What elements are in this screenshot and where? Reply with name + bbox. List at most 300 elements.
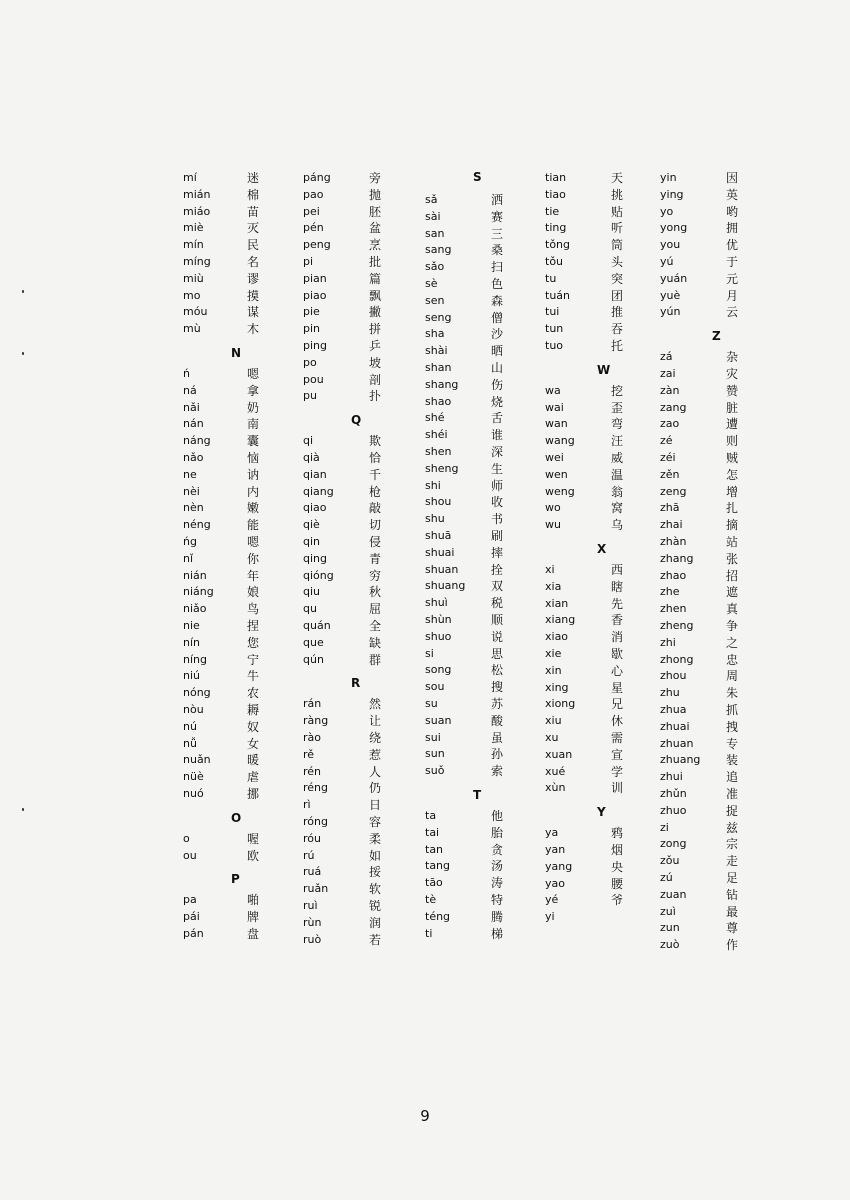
pinyin-syllable: ruì [303, 899, 318, 912]
example-character: 因 [726, 171, 739, 185]
pinyin-syllable: tan [425, 842, 444, 856]
pinyin-syllable: pán [183, 927, 204, 940]
example-character: 准 [726, 787, 739, 801]
scan-speck [22, 352, 24, 355]
example-character: 拽 [726, 719, 739, 734]
example-character: 特 [491, 893, 504, 907]
example-character: 灾 [726, 367, 739, 381]
pinyin-syllable: wan [545, 417, 568, 431]
example-character: 钻 [726, 887, 739, 902]
example-character: 翁 [611, 484, 624, 499]
pinyin-syllable: tǒu [545, 255, 564, 268]
example-character: 森 [491, 293, 504, 308]
example-character: 元 [726, 271, 739, 286]
example-character: 松 [491, 663, 504, 678]
pinyin-syllable: sha [425, 327, 445, 341]
section-letter-s: S [473, 170, 482, 184]
pinyin-syllable: shuan [425, 562, 459, 576]
example-character: 喔 [247, 831, 260, 846]
pinyin-syllable: wo [545, 501, 561, 515]
example-character: 于 [726, 255, 739, 269]
pinyin-syllable: pái [183, 910, 200, 924]
example-character: 囊 [247, 434, 260, 449]
example-character: 枪 [369, 484, 382, 499]
pinyin-syllable: niǎo [183, 602, 207, 616]
pinyin-syllable: sun [425, 747, 445, 761]
example-character: 收 [491, 495, 504, 510]
pinyin-syllable: zhui [660, 770, 683, 784]
pinyin-syllable: xiang [545, 613, 576, 627]
pinyin-syllable: ruǎn [303, 882, 329, 896]
example-character: 筒 [611, 238, 624, 253]
example-character: 宗 [726, 837, 739, 852]
pinyin-syllable: qin [303, 535, 321, 548]
pinyin-syllable: weng [545, 484, 575, 498]
pinyin-syllable: zheng [660, 619, 694, 632]
example-character: 专 [726, 736, 739, 751]
example-character: 抓 [726, 703, 739, 717]
pinyin-syllable: qún [303, 652, 324, 666]
example-character: 则 [726, 434, 739, 449]
example-character: 争 [726, 619, 739, 633]
example-character: 摸 [247, 288, 260, 303]
example-character: 兄 [611, 697, 624, 712]
example-character: 心 [611, 663, 624, 678]
pinyin-syllable: nǐ [183, 551, 194, 565]
pinyin-syllable: sài [425, 209, 441, 223]
example-character: 南 [247, 417, 260, 432]
example-character: 星 [611, 680, 624, 695]
example-character: 思 [491, 646, 504, 661]
pinyin-syllable: ruò [303, 932, 322, 946]
pinyin-syllable: ràng [303, 714, 329, 728]
example-character: 顺 [491, 613, 504, 627]
example-character: 烹 [369, 238, 382, 253]
pinyin-syllable: ping [303, 339, 327, 352]
example-character: 先 [611, 596, 624, 611]
pinyin-syllable: yú [660, 255, 674, 268]
pinyin-syllable: qi [303, 434, 314, 448]
example-character: 舌 [491, 411, 504, 426]
example-character: 月 [726, 288, 739, 303]
example-character: 三 [491, 226, 504, 241]
pinyin-syllable: sǎo [425, 260, 445, 274]
pinyin-syllable: qiang [303, 484, 334, 498]
example-character: 挼 [369, 865, 382, 880]
example-character: 杂 [726, 350, 739, 365]
example-character: 爷 [611, 893, 624, 908]
example-character: 忠 [726, 652, 739, 667]
pinyin-syllable: quán [303, 619, 331, 632]
pinyin-syllable: niú [183, 669, 200, 683]
section-letter-p: P [231, 872, 240, 887]
example-character: 梯 [491, 926, 504, 941]
pinyin-syllable: tuo [545, 339, 564, 352]
example-character: 剖 [369, 372, 382, 387]
example-character: 威 [611, 451, 624, 465]
pinyin-syllable: míng [183, 255, 211, 268]
pinyin-syllable: zěn [660, 467, 680, 481]
example-character: 怎 [726, 467, 739, 482]
example-character: 撇 [369, 305, 382, 320]
pinyin-syllable: róu [303, 831, 321, 845]
example-character: 僧 [491, 310, 504, 325]
pinyin-syllable: nán [183, 417, 204, 431]
pinyin-syllable: zàn [660, 383, 680, 397]
pinyin-syllable: zhuai [660, 719, 690, 733]
pinyin-syllable: mù [183, 322, 201, 336]
pinyin-syllable: su [425, 697, 438, 710]
section-letter-y: Y [597, 805, 606, 820]
example-character: 木 [247, 322, 260, 337]
example-character: 头 [611, 255, 624, 269]
example-character: 消 [611, 630, 624, 645]
pinyin-syllable: wa [545, 383, 561, 397]
example-character: 敲 [369, 501, 382, 516]
pinyin-syllable: shuo [425, 629, 452, 643]
example-character: 哟 [726, 204, 739, 219]
example-character: 扎 [726, 501, 739, 516]
pinyin-syllable: ya [545, 826, 559, 840]
example-character: 足 [726, 871, 739, 885]
pinyin-syllable: pa [183, 893, 197, 907]
example-character: 篇 [369, 271, 382, 286]
pinyin-syllable: rán [303, 697, 322, 711]
example-character: 山 [491, 361, 504, 375]
example-character: 瞎 [611, 579, 624, 594]
example-character: 腾 [491, 909, 504, 924]
pinyin-syllable: pei [303, 204, 320, 218]
example-character: 弯 [611, 417, 624, 432]
example-character: 棉 [247, 187, 260, 202]
section-letter-z: Z [712, 329, 721, 344]
example-character: 奶 [247, 400, 260, 415]
pinyin-syllable: nǚ [183, 736, 197, 750]
example-character: 牌 [247, 910, 260, 925]
pinyin-syllable: yin [660, 171, 677, 184]
example-character: 真 [726, 602, 739, 617]
pinyin-syllable: nuó [183, 787, 204, 800]
pinyin-syllable: rú [303, 848, 315, 862]
pinyin-syllable: zi [660, 820, 669, 834]
example-character: 挑 [611, 187, 624, 202]
example-character: 他 [491, 809, 504, 823]
example-character: 增 [726, 484, 739, 499]
pinyin-syllable: zeng [660, 484, 687, 498]
example-character: 窝 [611, 501, 624, 516]
pinyin-syllable: ńg [183, 535, 197, 548]
example-character: 挪 [247, 787, 260, 801]
pinyin-syllable: tie [545, 204, 560, 218]
pinyin-syllable: tang [425, 859, 451, 873]
pinyin-syllable: xiong [545, 697, 576, 711]
pinyin-syllable: rì [303, 798, 311, 812]
example-character: 英 [726, 187, 739, 202]
example-character: 你 [247, 551, 260, 566]
pinyin-syllable: shan [425, 361, 452, 374]
example-character: 苏 [491, 697, 504, 711]
example-character: 能 [247, 518, 260, 533]
pinyin-syllable: shuang [425, 579, 466, 593]
example-character: 绕 [369, 731, 382, 745]
example-character: 天 [611, 171, 624, 185]
pinyin-syllable: zuan [660, 887, 687, 901]
pinyin-syllable: qu [303, 602, 317, 616]
pinyin-syllable: níng [183, 652, 207, 666]
pinyin-syllable: qià [303, 451, 320, 464]
pinyin-syllable: yo [660, 204, 674, 218]
pinyin-syllable: shuā [425, 529, 452, 542]
example-character: 深 [491, 445, 504, 459]
example-character: 娘 [247, 585, 260, 600]
pinyin-syllable: tui [545, 305, 560, 319]
example-character: 牛 [247, 669, 260, 684]
pinyin-syllable: xu [545, 731, 559, 744]
pinyin-syllable: shài [425, 344, 448, 358]
pinyin-syllable: zhǔn [660, 787, 687, 800]
pinyin-syllable: que [303, 635, 324, 649]
pinyin-syllable: piao [303, 288, 327, 302]
section-letter-n: N [231, 346, 242, 360]
example-character: 女 [247, 736, 260, 751]
example-character: 宣 [611, 747, 624, 762]
pinyin-syllable: o [183, 831, 190, 845]
pinyin-syllable: yang [545, 859, 573, 873]
pinyin-syllable: xiu [545, 714, 562, 728]
pinyin-syllable: shéi [425, 428, 448, 442]
section-letter-o: O [231, 810, 242, 825]
example-character: 洒 [491, 193, 504, 207]
section-letter-x: X [597, 542, 607, 556]
pinyin-syllable: zhang [660, 551, 694, 565]
example-character: 优 [726, 238, 739, 253]
pinyin-syllable: xian [545, 596, 569, 610]
example-character: 遮 [726, 585, 739, 600]
example-character: 抛 [369, 187, 382, 202]
pinyin-syllable: xin [545, 663, 562, 677]
pinyin-syllable: xing [545, 680, 569, 694]
example-character: 日 [369, 798, 382, 813]
pinyin-syllable: yao [545, 876, 565, 890]
pinyin-syllable: zé [660, 434, 673, 448]
example-character: 乌 [611, 518, 624, 533]
pinyin-syllable: zhu [660, 686, 680, 700]
pinyin-syllable: ta [425, 809, 437, 822]
example-character: 香 [611, 613, 624, 628]
pinyin-syllable: rě [303, 747, 315, 761]
example-character: 奴 [247, 719, 260, 734]
pinyin-syllable: zang [660, 400, 687, 414]
pinyin-syllable: pie [303, 305, 320, 319]
example-character: 扑 [369, 389, 382, 404]
example-character: 托 [611, 339, 624, 353]
example-character: 挖 [611, 383, 624, 398]
pinyin-syllable: qiao [303, 501, 327, 515]
pinyin-syllable: sou [425, 680, 445, 694]
example-character: 涛 [491, 876, 504, 891]
pinyin-syllable: tai [425, 825, 440, 839]
example-character: 群 [369, 652, 382, 667]
example-character: 虐 [247, 770, 260, 785]
example-character: 歪 [611, 400, 624, 415]
example-character: 学 [611, 764, 624, 779]
pinyin-syllable: shuai [425, 545, 455, 559]
pinyin-syllable: náng [183, 434, 211, 448]
pinyin-syllable: seng [425, 310, 452, 324]
pinyin-syllable: zun [660, 921, 680, 935]
example-character: 沙 [491, 327, 504, 342]
pinyin-syllable: nòu [183, 703, 204, 716]
pinyin-syllable: zao [660, 417, 680, 431]
scan-speck [22, 290, 24, 293]
pinyin-syllable: si [425, 646, 434, 660]
example-character: 色 [491, 277, 504, 291]
example-character: 拼 [369, 322, 382, 337]
pinyin-syllable: zhā [660, 501, 680, 515]
pinyin-syllable: tiao [545, 187, 566, 201]
example-character: 嫩 [247, 501, 260, 516]
pinyin-syllable: wang [545, 434, 575, 448]
pinyin-syllable: nüè [183, 770, 204, 784]
example-character: 需 [611, 731, 624, 745]
example-character: 训 [611, 781, 624, 796]
example-character: 迷 [247, 171, 260, 185]
pinyin-syllable: zong [660, 837, 687, 851]
pinyin-syllable: pin [303, 322, 321, 336]
pinyin-syllable: shou [425, 495, 452, 509]
pinyin-syllable: téng [425, 909, 451, 923]
pinyin-syllable: nóng [183, 686, 211, 700]
pinyin-syllable: san [425, 226, 445, 240]
example-character: 走 [726, 854, 739, 869]
pinyin-syllable: sen [425, 293, 445, 307]
pinyin-syllable: néng [183, 518, 211, 532]
example-character: 仍 [369, 781, 382, 796]
example-character: 贼 [726, 451, 739, 465]
pinyin-syllable: zuì [660, 904, 676, 918]
example-character: 作 [726, 938, 739, 953]
pinyin-syllable: yuán [660, 271, 688, 285]
pinyin-syllable: rén [303, 764, 322, 778]
example-character: 双 [491, 579, 504, 594]
page-number: 9 [420, 1107, 430, 1125]
example-character: 谋 [247, 305, 260, 320]
pinyin-syllable: ting [545, 221, 567, 235]
pinyin-syllable: nián [183, 568, 207, 582]
pinyin-syllable: po [303, 355, 317, 369]
pinyin-syllable: zhuang [660, 753, 701, 767]
example-character: 摘 [726, 518, 739, 533]
example-character: 乒 [369, 339, 382, 353]
example-character: 师 [491, 478, 504, 493]
example-character: 赛 [491, 209, 504, 224]
example-character: 张 [726, 551, 739, 566]
example-character: 批 [369, 255, 382, 269]
pinyin-syllable: qiè [303, 518, 320, 532]
pinyin-syllable: zéi [660, 451, 676, 464]
example-character: 贪 [491, 842, 504, 857]
pinyin-syllable: xué [545, 764, 566, 778]
pinyin-syllable: nǎo [183, 451, 204, 464]
example-character: 内 [247, 484, 260, 499]
pinyin-syllable: tun [545, 322, 564, 336]
example-character: 孙 [491, 747, 504, 762]
pinyin-syllable: wai [545, 400, 564, 414]
example-character: 酸 [491, 713, 504, 728]
example-character: 遭 [726, 417, 739, 432]
pinyin-syllable: zhai [660, 518, 683, 532]
pinyin-syllable: yan [545, 843, 566, 856]
pinyin-syllable: niáng [183, 585, 214, 599]
pinyin-syllable: pi [303, 255, 314, 268]
example-character: 农 [247, 686, 260, 701]
pinyin-syllable: nuǎn [183, 753, 211, 767]
pinyin-syllable: ne [183, 467, 197, 481]
example-character: 烧 [491, 394, 504, 409]
pinyin-syllable: yi [545, 910, 555, 924]
example-character: 胎 [491, 825, 504, 840]
example-character: 嗯 [247, 367, 260, 381]
example-character: 晒 [491, 344, 504, 359]
pinyin-syllable: tuán [545, 288, 570, 302]
example-character: 软 [369, 882, 382, 897]
example-character: 拥 [726, 221, 739, 236]
pinyin-syllable: xia [545, 579, 562, 593]
pinyin-syllable: nǎi [183, 400, 200, 414]
pinyin-syllable: suǒ [425, 764, 445, 778]
pinyin-syllable: zhao [660, 568, 687, 582]
pinyin-syllable: yún [660, 305, 681, 319]
example-character: 胚 [369, 204, 382, 219]
example-character: 歇 [611, 647, 624, 661]
pinyin-syllable: zhe [660, 585, 680, 599]
pinyin-syllable: shùn [425, 613, 452, 626]
pinyin-syllable: pian [303, 271, 327, 285]
example-character: 团 [611, 288, 624, 303]
pinyin-syllable: tè [425, 893, 437, 906]
section-letter-q: Q [351, 413, 362, 428]
example-character: 柔 [369, 831, 382, 846]
pinyin-syllable: qian [303, 467, 327, 481]
example-character: 容 [369, 815, 382, 829]
pinyin-syllable: ying [660, 187, 684, 201]
pinyin-syllable: qiu [303, 585, 321, 599]
pinyin-syllable: miù [183, 271, 204, 285]
pinyin-syllable: xuan [545, 747, 573, 761]
pinyin-syllable: rùn [303, 915, 322, 929]
example-character: 穷 [369, 568, 382, 583]
example-character: 贴 [611, 204, 624, 219]
pinyin-syllable: nèn [183, 501, 204, 515]
example-character: 千 [369, 467, 382, 482]
pinyin-syllable: tu [545, 271, 557, 285]
example-character: 若 [369, 932, 382, 947]
example-character: 欧 [247, 848, 260, 863]
pinyin-syllable: róng [303, 815, 328, 828]
pinyin-syllable: nie [183, 619, 200, 632]
example-character: 站 [726, 535, 739, 549]
pinyin-syllable: pao [303, 187, 324, 201]
example-character: 索 [491, 764, 504, 779]
example-character: 苗 [247, 204, 260, 219]
example-character: 暖 [247, 753, 260, 768]
example-character: 拴 [491, 562, 504, 577]
pinyin-syllable: zá [660, 350, 673, 364]
pinyin-syllable: xùn [545, 781, 566, 795]
example-character: 搜 [491, 680, 504, 695]
example-character: 书 [491, 512, 504, 527]
example-character: 追 [726, 770, 739, 785]
